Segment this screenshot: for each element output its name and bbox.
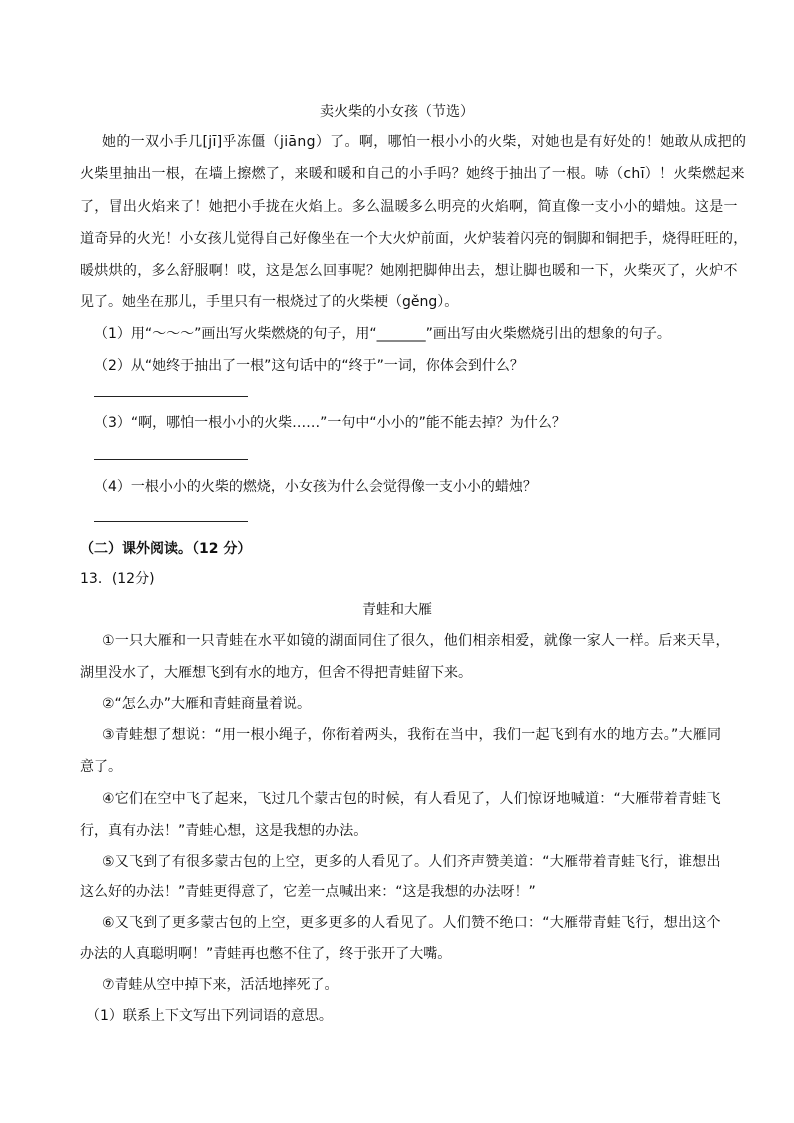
passage2-line-5: 意了。: [80, 759, 122, 775]
section2-title: 青蛙和大雁: [362, 602, 432, 618]
passage2-line-1: ①一只大雁和一只青蛙在水平如镜的湖面同住了很久，他们相亲相爱，就像一家人一样。后来天旱，: [102, 633, 730, 649]
answer-line-q4[interactable]: [94, 521, 248, 522]
question-3: （3）“啊，哪怕一根小小的火柴……”一句中“小小的”能不能去掉？为什么？: [94, 415, 566, 431]
passage1-line-2: 火柴里抽出一根，在墙上擦燃了，来暖和暖和自己的小手吗？她终于抽出了一根。哧（chī）！火柴燃起来: [80, 166, 745, 182]
passage1-line-3: 了，冒出火焰来了！她把小手拢在火焰上。多么温暖多么明亮的火焰啊，简直像一支小小的蜡烛。这是一: [80, 199, 738, 215]
section2-heading: （二）课外阅读。（12 分）: [80, 541, 252, 557]
passage1-line-5: 暖烘烘的，多么舒服啊！哎，这是怎么回事呢？她刚把脚伸出去，想让脚也暖和一下，火柴灭了，火炉不: [80, 263, 738, 279]
passage2-line-3: ②“怎么办”大雁和青蛙商量着说。: [102, 696, 312, 712]
passage1-line-6: 见了。她坐在那儿，手里只有一根烧过了的火柴梗（gěng）。: [80, 294, 459, 310]
question-1: （1）用“～～～”画出写火柴燃烧的句子，用“_______”画出写由火柴燃烧引出的想象的句子。: [94, 326, 671, 342]
answer-line-q2[interactable]: [94, 396, 248, 397]
passage2-line-7: 行，真有办法！”青蛙心想，这是我想的办法。: [80, 823, 368, 839]
passage2-line-12: ⑦青蛙从空中掉下来，活活地摔死了。: [102, 977, 339, 993]
passage2-line-2: 湖里没水了，大雁想飞到有水的地方，但舍不得把青蛙留下来。: [80, 665, 472, 681]
passage2-line-9: 这么好的办法！”青蛙更得意了，它差一点喊出来：“这是我想的办法呀！”: [80, 884, 536, 900]
passage2-line-8: ⑤又飞到了有很多蒙古包的上空，更多的人看见了。人们齐声赞美道：“大雁带着青蛙飞行，谁想出: [102, 854, 721, 870]
section1-title: 卖火柴的小女孩（节选）: [320, 104, 474, 120]
passage2-line-6: ④它们在空中飞了起来，飞过几个蒙古包的时候，有人看见了，人们惊讶地喊道：“大雁带着青蛙飞: [102, 791, 721, 807]
passage2-line-11: 办法的人真聪明啊！”青蛙再也憋不住了，终于张开了大嘴。: [80, 946, 452, 962]
question-2: （2）从“她终于抽出了一根”这句话中的“终于”一词，你体会到什么？: [94, 358, 524, 374]
section2-question-1: （1）联系上下文写出下列词语的意思。: [86, 1008, 333, 1024]
passage2-line-10: ⑥又飞到了更多蒙古包的上空，更多更多的人看见了。人们赞不绝口：“大雁带青蛙飞行，想出这个: [102, 915, 721, 931]
answer-line-q3[interactable]: [94, 459, 248, 460]
question-number: 13．(12分): [80, 571, 155, 587]
passage1-line-1: 她的一双小手几[jī]乎冻僵（jiāng）了。啊，哪怕一根小小的火柴，对她也是有好处的！她敢从成把的: [102, 134, 747, 150]
question-4: （4）一根小小的火柴的燃烧，小女孩为什么会觉得像一支小小的蜡烛？: [94, 479, 537, 495]
passage1-line-4: 道奇异的火光！小女孩儿觉得自己好像坐在一个大火炉前面，火炉装着闪亮的铜脚和铜把手，烧得旺旺的，: [80, 231, 748, 247]
passage2-line-4: ③青蛙想了想说：“用一根小绳子，你衔着两头，我衔在当中，我们一起飞到有水的地方去。”大雁同: [102, 727, 722, 743]
